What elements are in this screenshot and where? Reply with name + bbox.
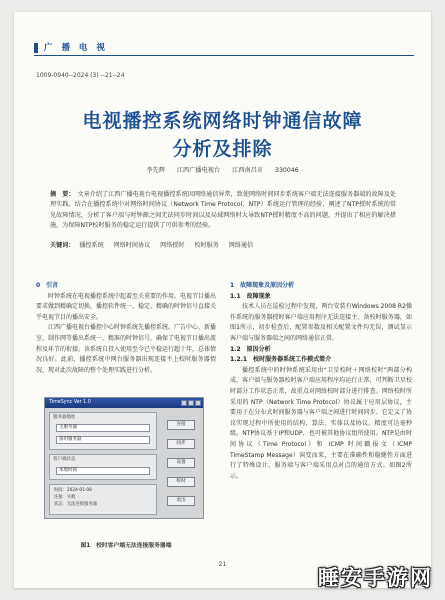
backup-server-field: 备用服务器 bbox=[56, 436, 150, 444]
abstract bbox=[50, 190, 396, 232]
calibrate-button: 校时 bbox=[167, 477, 195, 487]
keywords bbox=[50, 240, 396, 249]
doi-line: 1009-0940--2024 (3) --21--24 bbox=[36, 72, 125, 79]
subsection-heading: 1.2.1 校时服务器系统工作模式简介 bbox=[230, 356, 332, 364]
abstract-label: 摘 要： bbox=[50, 191, 75, 198]
log-line: 时间：2024-01-08 bbox=[54, 488, 92, 493]
figure-caption: 图1 校时客户端无法连接服务器端 bbox=[80, 543, 172, 549]
author-postcode: 330046 bbox=[275, 167, 299, 174]
article-title-line-2: 分析及排除 bbox=[172, 138, 273, 160]
settings-button: 设置 bbox=[167, 458, 195, 468]
subsection-heading: 1.2 原因分析 bbox=[230, 345, 271, 353]
left-column bbox=[36, 280, 216, 376]
primary-server-field: 主服务器 bbox=[56, 424, 150, 432]
site-watermark: 睡安手游网 bbox=[318, 566, 433, 590]
subsection-heading: 1.1 故障现象 bbox=[230, 292, 271, 300]
connect-button: 连接 bbox=[167, 420, 195, 430]
log-line: 状态：无法连接服务器 bbox=[54, 502, 97, 507]
window-titlebar bbox=[45, 398, 203, 408]
keyword: 网络时间协议 bbox=[113, 242, 151, 249]
keyword: 网络通信 bbox=[228, 242, 254, 249]
journal-name: 广 播 电 视 bbox=[44, 43, 108, 53]
figure-screenshot bbox=[44, 397, 204, 519]
page-number: 21 bbox=[218, 561, 227, 568]
author-affiliation: 江西广播电视台 bbox=[176, 167, 221, 174]
keyword: 校时服务 bbox=[194, 242, 219, 249]
keyword: 网络授时 bbox=[160, 242, 185, 249]
paragraph: 技术人员在巡检过程中发现，两台安装有Windows 2008 R2操作系统的服务器授时客户端应用程序无法连接主、备校时服务器，如图1所示，初步检查后，配置参数及相关配置文件均无误，测试显示客户端与服务器端之间的网络通信正常。 bbox=[230, 303, 412, 342]
log-line: 连接：失败 bbox=[54, 495, 76, 500]
server-group bbox=[49, 412, 157, 450]
author-city: 江西南昌市 bbox=[232, 167, 264, 174]
document-page bbox=[14, 12, 431, 588]
exit-button: 退出 bbox=[167, 496, 195, 506]
group-title: 服务器地址 bbox=[53, 415, 76, 420]
paragraph: 时钟系统在电视播控系统中起着至关重要的作用。电视节目播出要求做到精确定切换，播控软件统一、稳定、精确的时钟信号直接关乎电视节目的播出安全。 bbox=[36, 292, 217, 321]
status-group bbox=[49, 454, 157, 480]
minimize-icon bbox=[181, 400, 187, 406]
journal-mark bbox=[34, 43, 38, 53]
paragraph: 江西广播电视台播控中心时钟系统先播控系统。广告中心、新播室、制作网等播出系统一、精准的时钟信号，确保了电视节目播出流程及环节的衔接。该系统自投入使用至今已平稳运行超十年，总体情况良好。此前，播控系统中网台服务器出现连接不上校时服务器情况，现对此次故障的整个处理实践进行分析。 bbox=[36, 324, 217, 374]
sync-button: 同步 bbox=[167, 439, 195, 449]
header-rule bbox=[34, 55, 414, 56]
paragraph: 播控系统中的时钟系统采用由“卫星校时＋网络校时”两部分构成。客户端与服务器校时客户端应用程序均运行正常，可判断卫星校时部分工作状态正常，故重点对网络校时部分进行排查。网络校时所采用的 NTP（Network Time Protocol）协议属于应用层协议，主要用于在分布式时间服务器与客户端之间进行时间同步。它定义了协议实现过程中所使用的结构、算法、实体以及协议。精度可达毫秒级。NTP协议基于IP和UDP，也可被其他协议组所使用。NTP是由时间协议（Time Protocol）和 ICMP 时间戳报文（ICMP TimeStamp Message）演变而来，主要在准确性和稳健性方面进行了特殊设计，服务端与客户端采用点对点的通信方式。如图2所示。 bbox=[230, 366, 412, 480]
keyword: 播控系统 bbox=[79, 242, 104, 249]
keywords-label: 关键词： bbox=[50, 242, 75, 249]
journal-header bbox=[34, 41, 414, 55]
article-title-line-1: 电视播控系统网络时钟通信故障 bbox=[82, 110, 363, 132]
abstract-text: 文章介绍了江西广播电视台电视播控系统因网络通信异常，致使网络时间同步系统客户端无法连接服务器端的故障及处理实践。结合在播控系统中对网络时间协议（Network Time Protocol，NTP）系统运行管理的经验，阐述了NTP授时系统的常见故障情况，分析了客户端与时钟源之间无法同步时间以及局域网络时大导致NTP授时精度不高的问题，并提出了相应的解决措施，为保障NTP校时服务的稳定运行提供了可供参考的经验。 bbox=[50, 191, 397, 230]
window-controls bbox=[181, 400, 201, 406]
local-time-field: 本地时间 bbox=[56, 467, 150, 475]
maximize-icon bbox=[188, 400, 194, 406]
log-panel bbox=[49, 484, 157, 515]
right-column bbox=[230, 280, 412, 482]
section-heading: 0 引言 bbox=[36, 282, 59, 289]
group-title: 客户端状态 bbox=[53, 457, 76, 462]
author-name: 李先辉 bbox=[146, 167, 165, 174]
close-icon bbox=[195, 400, 201, 406]
section-heading: 1 故障现象及原因分析 bbox=[230, 282, 295, 289]
window-title: TimeSync Ver 1.0 bbox=[49, 400, 91, 405]
author-line bbox=[14, 165, 431, 174]
